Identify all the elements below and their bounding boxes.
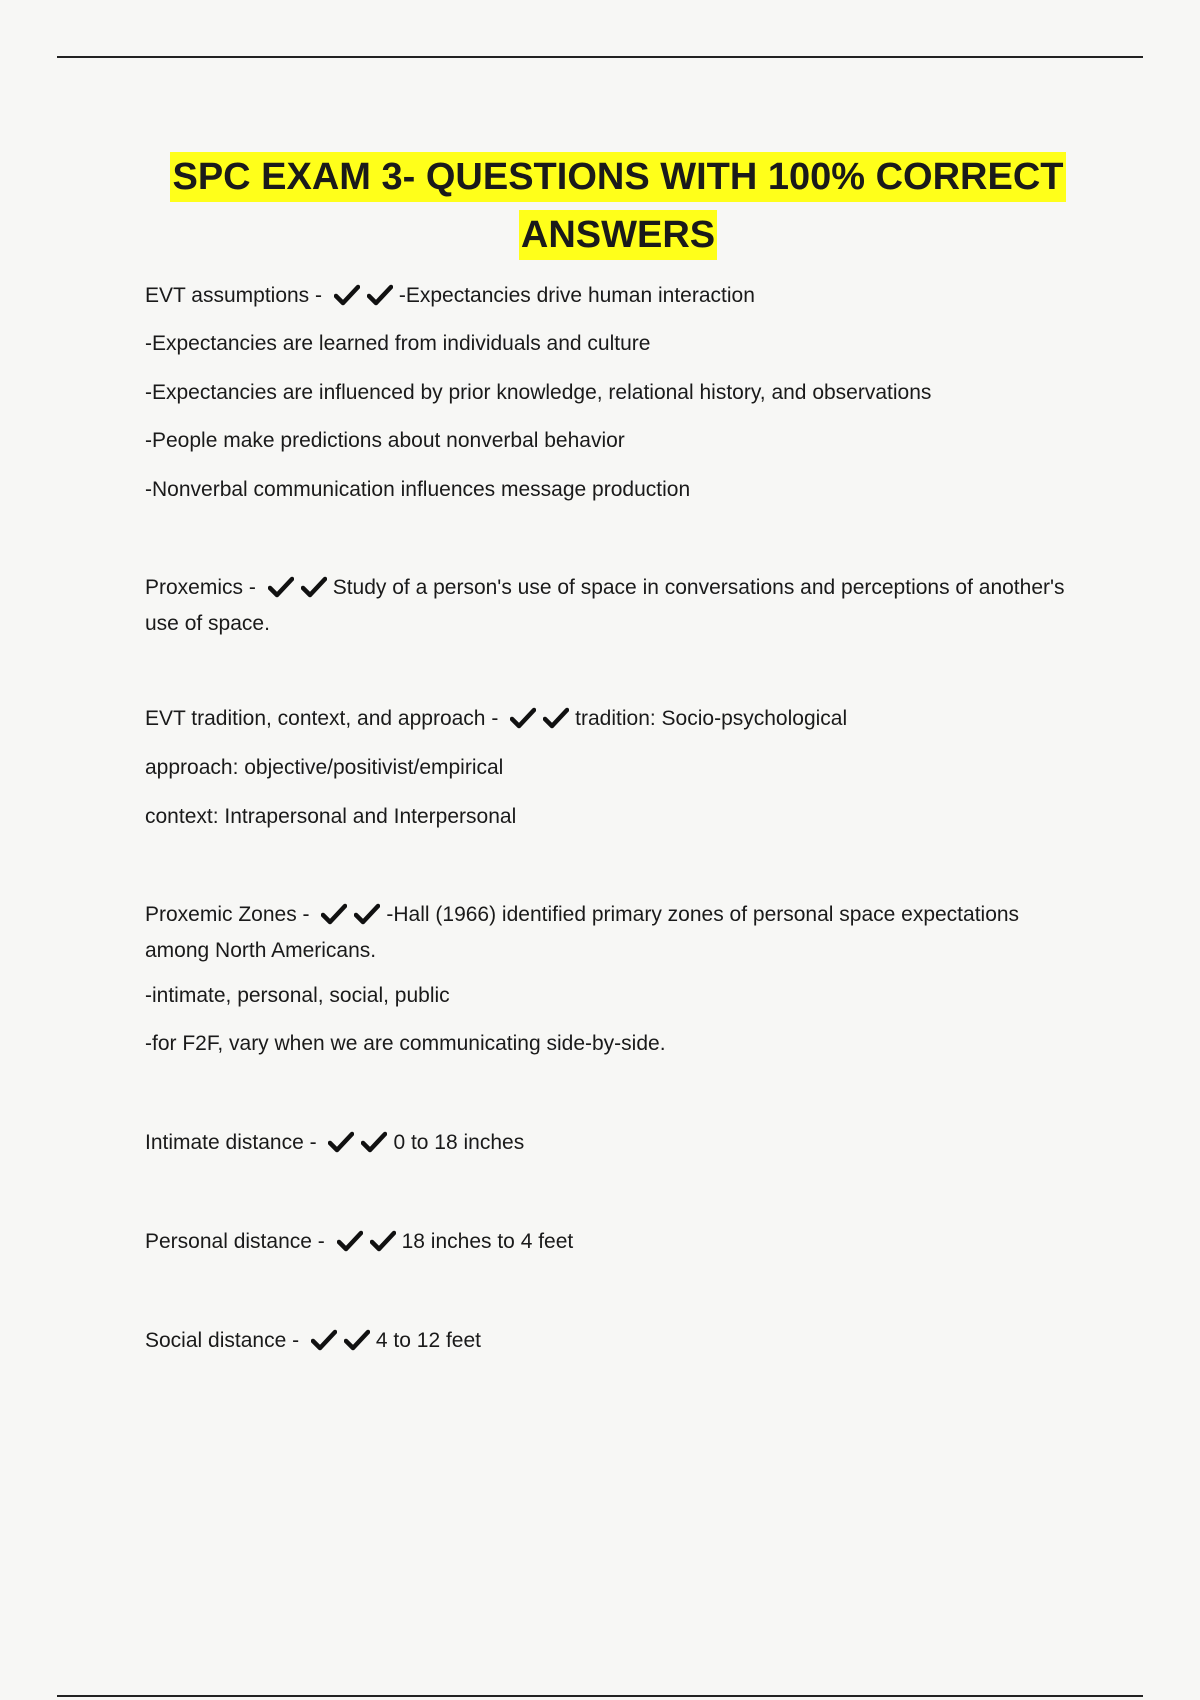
qa-entry-intimate-distance (145, 1127, 524, 1163)
separator: - (311, 1230, 331, 1253)
separator: - (243, 576, 262, 599)
title-highlight: SPC EXAM 3- QUESTIONS WITH 100% CORRECT ANSWERS (170, 152, 1065, 260)
answer-checks (337, 1230, 398, 1262)
answer-line: -People make predictions about nonverbal behavior (145, 429, 625, 452)
separator: - (296, 903, 316, 926)
separator: - (485, 707, 505, 730)
answer-text: Study of a person's use of space in conversations and perceptions of another's use of space. (145, 576, 1065, 635)
question-term: EVT assumptions (145, 284, 310, 307)
qa-entry-evt-assumptions (145, 280, 755, 316)
answer-checks (311, 1329, 372, 1361)
question-term: Social distance (145, 1329, 287, 1352)
answer-checks (328, 1131, 389, 1163)
check-mark-icon (334, 284, 360, 306)
answer-line: -for F2F, vary when we are communicating side-by-side. (145, 1032, 666, 1055)
check-mark-icon (543, 707, 569, 729)
answer-text: -Expectancies drive human interaction (398, 284, 755, 307)
question-term: Intimate distance (145, 1131, 304, 1154)
answer-line: -Expectancies are influenced by prior knowledge, relational history, and observations (145, 381, 932, 404)
check-mark-icon (370, 1230, 396, 1252)
answer-line: -Expectancies are learned from individuals and culture (145, 332, 651, 355)
check-mark-icon (361, 1131, 387, 1153)
answer-line: context: Intrapersonal and Interpersonal (145, 805, 517, 828)
page-title (150, 148, 1086, 264)
check-mark-icon (311, 1329, 337, 1351)
answer-text: 18 inches to 4 feet (401, 1230, 574, 1253)
answer-line: approach: objective/positivist/empirical (145, 756, 504, 779)
answer-text: tradition: Socio-psychological (575, 707, 848, 730)
question-term: Personal distance (145, 1230, 312, 1253)
qa-entry-evt-tradition (145, 703, 847, 739)
qa-entry-personal-distance (145, 1226, 573, 1262)
check-mark-icon (268, 576, 294, 598)
answer-text: 0 to 18 inches (393, 1131, 525, 1154)
check-mark-icon (354, 903, 380, 925)
answer-checks (510, 707, 571, 739)
answer-line: -intimate, personal, social, public (145, 984, 450, 1007)
qa-entry-proxemic-zones (145, 899, 1065, 967)
bottom-rule (57, 1695, 1143, 1697)
question-term: Proxemic Zones (145, 903, 297, 926)
separator: - (309, 284, 328, 307)
answer-checks (321, 903, 382, 935)
check-mark-icon (328, 1131, 354, 1153)
check-mark-icon (367, 284, 393, 306)
qa-entry-proxemics (145, 572, 1065, 640)
check-mark-icon (301, 576, 327, 598)
separator: - (303, 1131, 323, 1154)
answer-checks (334, 284, 395, 316)
check-mark-icon (344, 1329, 370, 1351)
check-mark-icon (337, 1230, 363, 1252)
question-term: EVT tradition, context, and approach (145, 707, 486, 730)
check-mark-icon (321, 903, 347, 925)
separator: - (286, 1329, 305, 1352)
top-rule (57, 56, 1143, 58)
answer-text: -Hall (1966) identified primary zones of personal space expectations among North Americans. (145, 903, 1020, 962)
answer-text: 4 to 12 feet (375, 1329, 482, 1352)
qa-entry-social-distance (145, 1325, 481, 1361)
answer-line: -Nonverbal communication influences message production (145, 478, 691, 501)
question-term: Proxemics (145, 576, 244, 599)
answer-checks (268, 576, 329, 608)
check-mark-icon (510, 707, 536, 729)
